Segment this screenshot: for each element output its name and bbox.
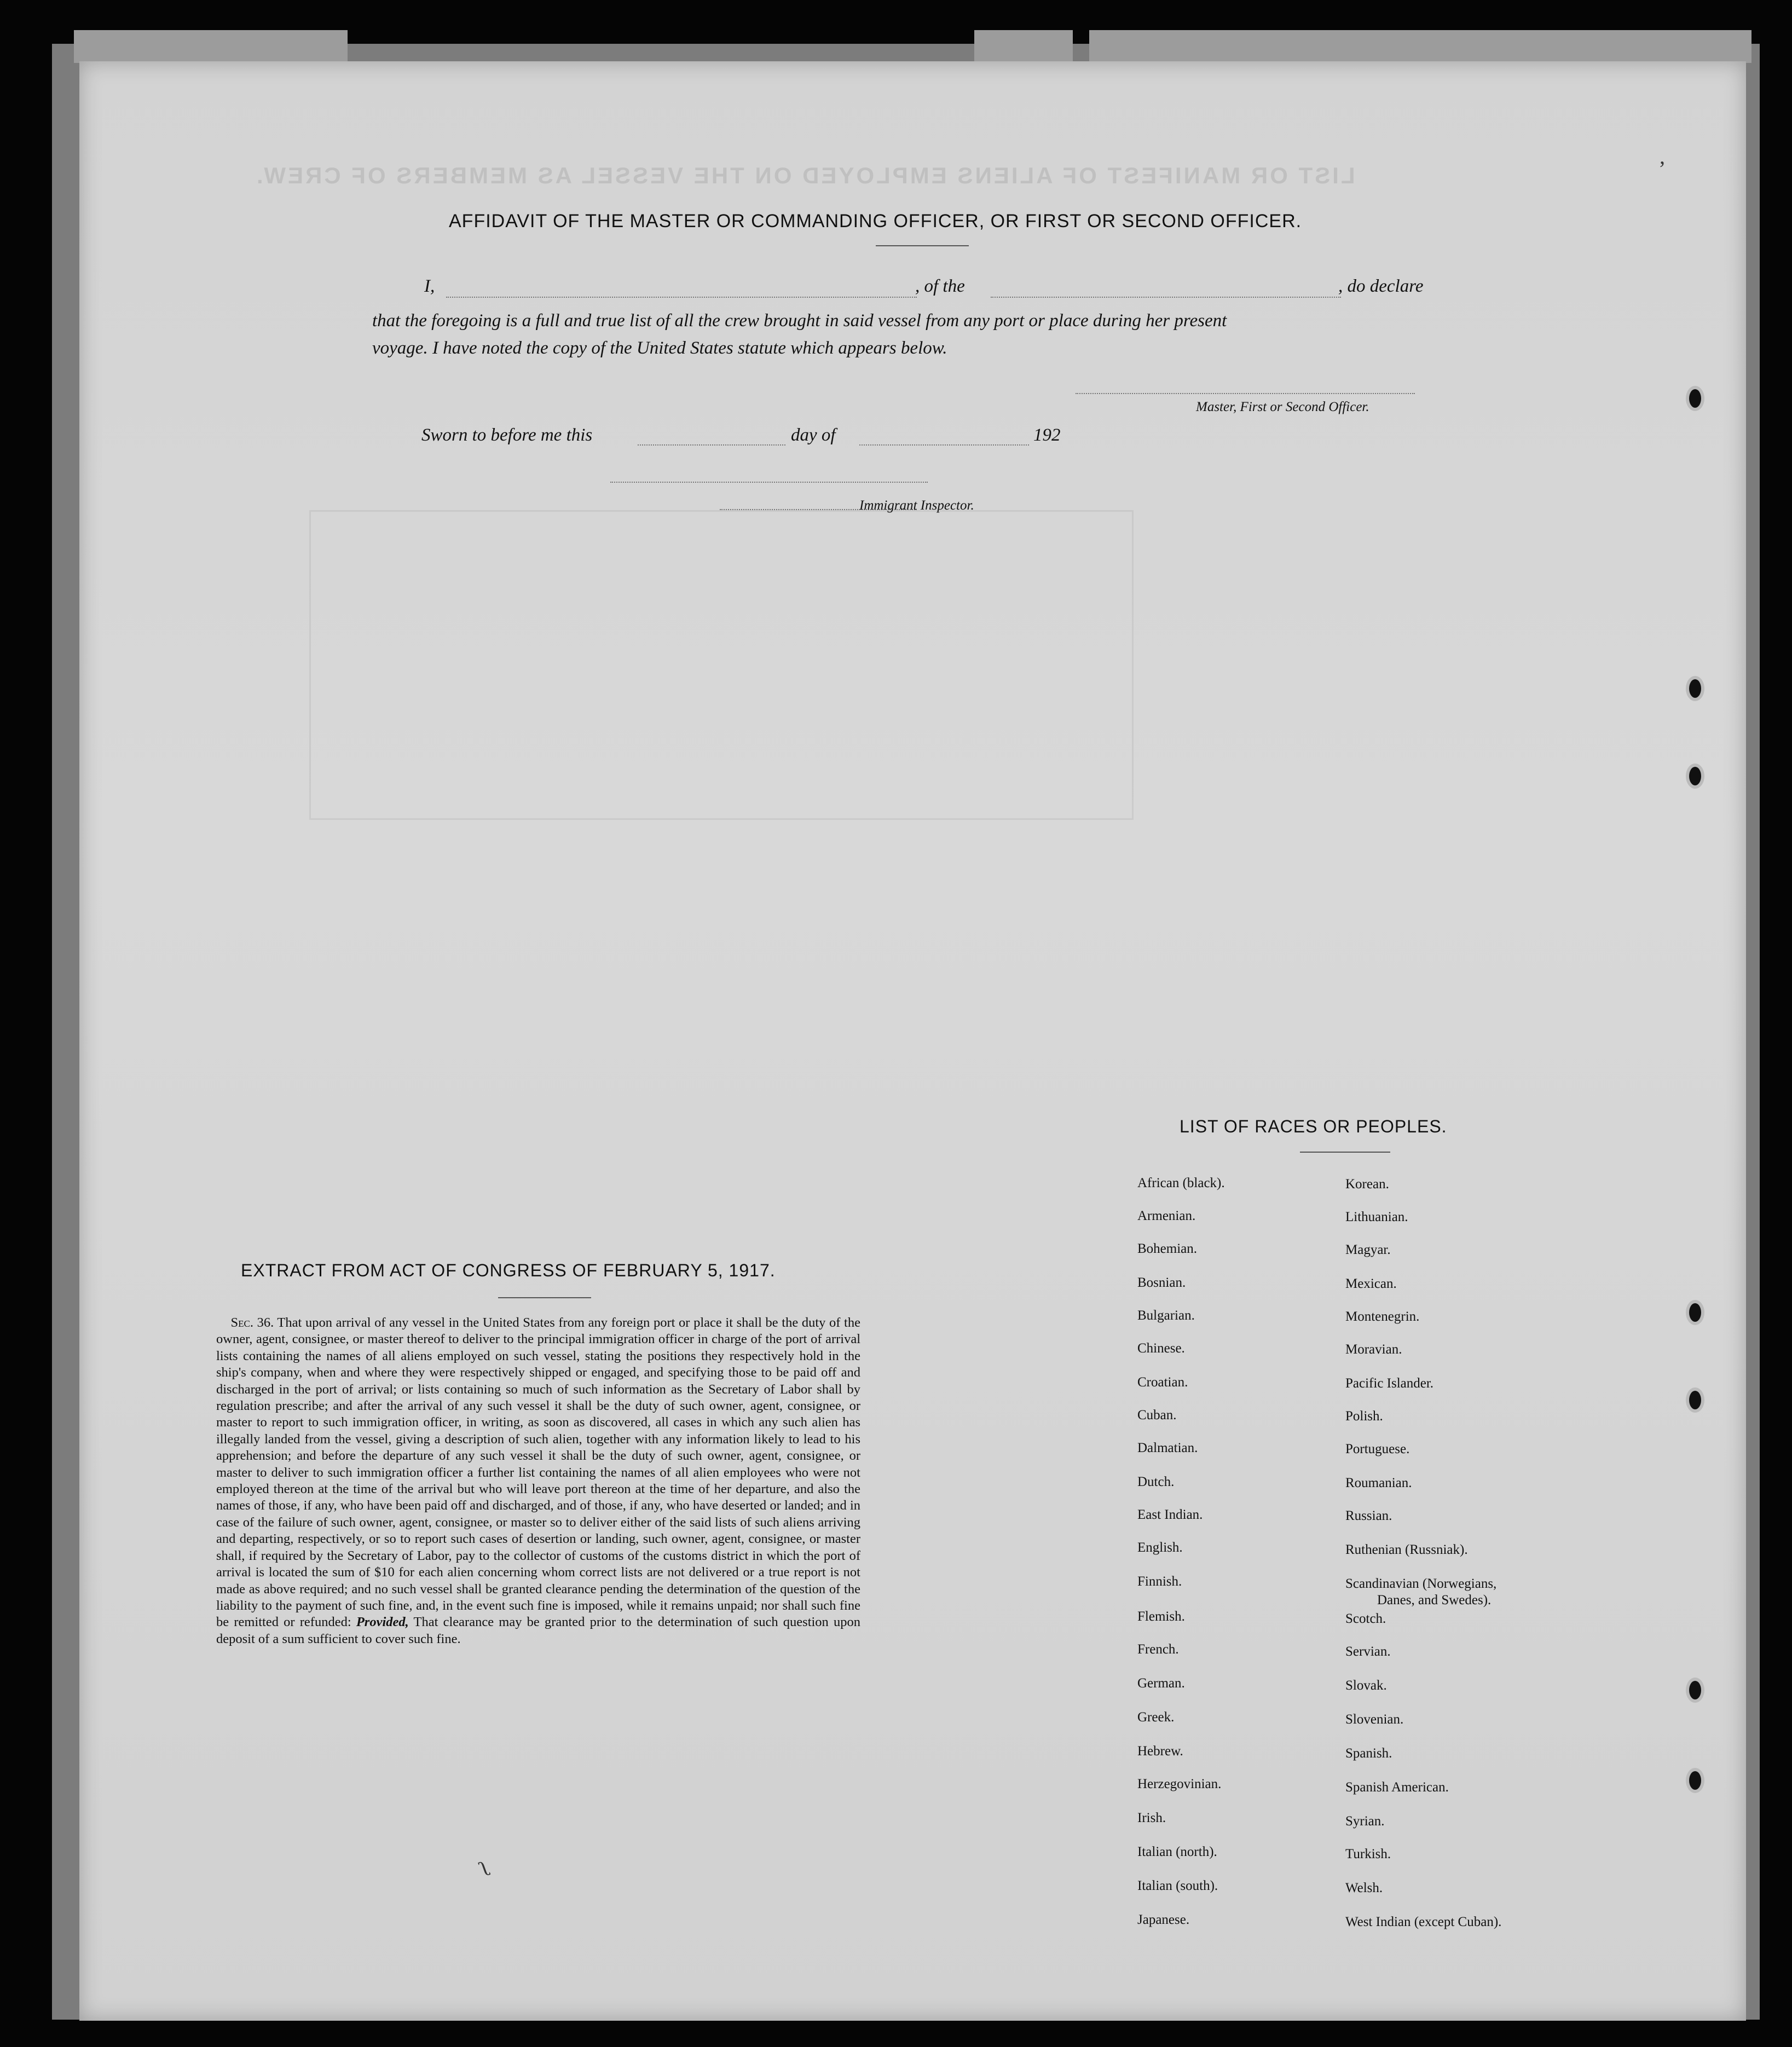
- binder-hole: [1686, 676, 1704, 701]
- declarant-name-field[interactable]: [446, 297, 917, 298]
- extract-body: [216, 1315, 860, 1647]
- race-right: Scandinavian (Norwegians,: [1345, 1576, 1497, 1591]
- race-left: Italian (north).: [1137, 1844, 1217, 1859]
- handwritten-mark: ʅ: [476, 1855, 494, 1882]
- section-label: Sec. 36.: [230, 1315, 274, 1330]
- race-left: African (black).: [1137, 1176, 1225, 1190]
- race-left: Bulgarian.: [1137, 1308, 1195, 1323]
- race-right: Lithuanian.: [1345, 1210, 1408, 1224]
- race-left: Irish.: [1137, 1811, 1166, 1825]
- title-divider: [876, 245, 969, 246]
- race-right: Turkish.: [1345, 1847, 1391, 1861]
- race-right: Syrian.: [1345, 1814, 1385, 1829]
- master-signature-field[interactable]: [1076, 393, 1415, 394]
- race-right: Scotch.: [1345, 1611, 1386, 1626]
- race-right-continuation: Danes, and Swedes).: [1377, 1593, 1492, 1607]
- of-the-label: , of the: [915, 276, 965, 296]
- race-right: Russian.: [1345, 1508, 1392, 1523]
- race-right: Ruthenian (Russniak).: [1345, 1542, 1468, 1557]
- extract-divider: [498, 1297, 591, 1298]
- vessel-name-field[interactable]: [991, 297, 1341, 298]
- race-right: Magyar.: [1345, 1242, 1391, 1257]
- race-right: West Indian (except Cuban).: [1345, 1915, 1502, 1929]
- race-left: Bohemian.: [1137, 1241, 1198, 1256]
- race-left: German.: [1137, 1676, 1185, 1691]
- day-of-label: day of: [791, 425, 836, 445]
- bleed-through-table: [309, 510, 1134, 820]
- race-left: Flemish.: [1137, 1609, 1185, 1624]
- folder-tab-middle: [974, 30, 1073, 63]
- race-right: Welsh.: [1345, 1881, 1383, 1895]
- race-left: English.: [1137, 1540, 1183, 1555]
- race-left: Japanese.: [1137, 1912, 1190, 1927]
- folder-tab-right: [1089, 30, 1751, 63]
- races-divider: [1300, 1152, 1390, 1153]
- bleed-through-text: LIST OR MANIFEST OF ALIENS EMPLOYED ON THE VESSEL AS MEMBERS OF CREW.: [255, 163, 1355, 188]
- race-left: Dutch.: [1137, 1474, 1175, 1489]
- races-title: LIST OF RACES OR PEOPLES.: [1180, 1117, 1447, 1136]
- race-right: Mexican.: [1345, 1276, 1397, 1291]
- race-left: Armenian.: [1137, 1208, 1196, 1223]
- race-left: Croatian.: [1137, 1375, 1188, 1390]
- declarant-label: I,: [424, 276, 435, 296]
- handwritten-mark: ʼ: [1658, 157, 1666, 181]
- provided-keyword: Provided,: [356, 1615, 409, 1630]
- do-declare-label: , do declare: [1338, 276, 1424, 296]
- race-right: Korean.: [1345, 1177, 1389, 1192]
- race-right: Spanish.: [1345, 1746, 1392, 1761]
- race-right: Spanish American.: [1345, 1780, 1449, 1795]
- race-left: Finnish.: [1137, 1574, 1182, 1589]
- extract-text-end: That clearance may be granted prior to the determination of such question upon deposit of a sum sufficient to cover such fine.: [216, 1615, 861, 1646]
- binder-hole: [1686, 764, 1704, 789]
- binder-hole: [1686, 1300, 1704, 1325]
- sworn-month-field[interactable]: [859, 444, 1029, 446]
- race-left: East Indian.: [1137, 1507, 1203, 1522]
- declaration-line-2: that the foregoing is a full and true list of all the crew brought in said vessel from any port or place during her present: [372, 311, 1227, 331]
- race-right: Portuguese.: [1345, 1442, 1410, 1456]
- inspector-caption: Immigrant Inspector.: [859, 498, 974, 513]
- race-left: Greek.: [1137, 1710, 1175, 1725]
- race-right: Slovak.: [1345, 1678, 1387, 1693]
- extract-text: That upon arrival of any vessel in the United States from any foreign port or place it shall be the duty of the owner, agent, consignee, or master thereof to deliver to the principal immigration officer in charge of the port of arrival lists containing the names of all aliens employed on such vessel, stating the positions they respectively hold in the ship's company, when and where they were respectively shipped or engaged, and specifying those to be paid off and discharged in the port of arrival; or lists containing so much of such information as the Secretary of Labor shall by regulation prescribe; and after the arrival of any such vessel it shall be the duty of such owner, agent, consignee, or master to report to such immigration officer, in writing, as soon as discovered, all cases in which any such alien has illegally landed from the vessel, giving a description of such alien, together with any information likely to lead to his apprehension; and before the departure of any such vessel it shall be the duty of such owner, agent, consignee, or master to deliver to such immigration officer a further list containing the names of all alien employees who were not employed thereon at the time of the arrival but who will leave port thereon at the time of her departure, and also the names of those, if any, who have been paid off and discharged, and of those, if any, who have deserted or landed; and in case of the failure of such owner, agent, consignee, or master so to deliver either of the said lists of such aliens arriving and departing, respectively, or so to report such cases of desertion or landing, such owner, agent, consignee, or master shall, if required by the Secretary of Labor, pay to the collector of customs of the customs district in which the port of arrival is located the sum of $10 for each alien concerning whom correct lists are not delivered or a true report is not made as above required; and no such vessel shall be granted clearance pending the determination of the question of the liability to the payment of such fine, and, in the event such fine is imposed, while it remains unpaid; nor shall such fine be remitted or refunded:: [216, 1315, 860, 1630]
- race-right: Montenegrin.: [1345, 1309, 1420, 1324]
- race-right: Moravian.: [1345, 1342, 1402, 1357]
- year-label: 192: [1033, 425, 1061, 445]
- inspector-signature-line[interactable]: [610, 482, 928, 483]
- race-right: Pacific Islander.: [1345, 1376, 1434, 1391]
- master-caption: Master, First or Second Officer.: [1196, 400, 1369, 414]
- race-left: Hebrew.: [1137, 1744, 1183, 1759]
- sworn-day-field[interactable]: [638, 444, 785, 446]
- race-right: Polish.: [1345, 1409, 1383, 1424]
- race-left: French.: [1137, 1642, 1179, 1657]
- race-left: Chinese.: [1137, 1341, 1185, 1356]
- race-right: Slovenian.: [1345, 1712, 1404, 1727]
- race-right: Roumanian.: [1345, 1476, 1412, 1490]
- race-left: Bosnian.: [1137, 1275, 1186, 1290]
- binder-hole: [1686, 1678, 1704, 1703]
- race-right: Servian.: [1345, 1644, 1391, 1659]
- extract-title: EXTRACT FROM ACT OF CONGRESS OF FEBRUARY 5, 1917.: [241, 1260, 776, 1280]
- sworn-label: Sworn to before me this: [421, 425, 593, 445]
- declaration-line-3: voyage. I have noted the copy of the United States statute which appears below.: [372, 338, 947, 358]
- race-left: Herzegovinian.: [1137, 1777, 1222, 1791]
- binder-hole: [1686, 1768, 1704, 1793]
- folder-tab-left: [74, 30, 348, 63]
- binder-hole: [1686, 386, 1704, 411]
- race-left: Cuban.: [1137, 1408, 1177, 1423]
- binder-hole: [1686, 1387, 1704, 1413]
- affidavit-title: AFFIDAVIT OF THE MASTER OR COMMANDING OFFICER, OR FIRST OR SECOND OFFICER.: [449, 211, 1302, 232]
- race-left: Italian (south).: [1137, 1878, 1218, 1893]
- race-left: Dalmatian.: [1137, 1441, 1198, 1455]
